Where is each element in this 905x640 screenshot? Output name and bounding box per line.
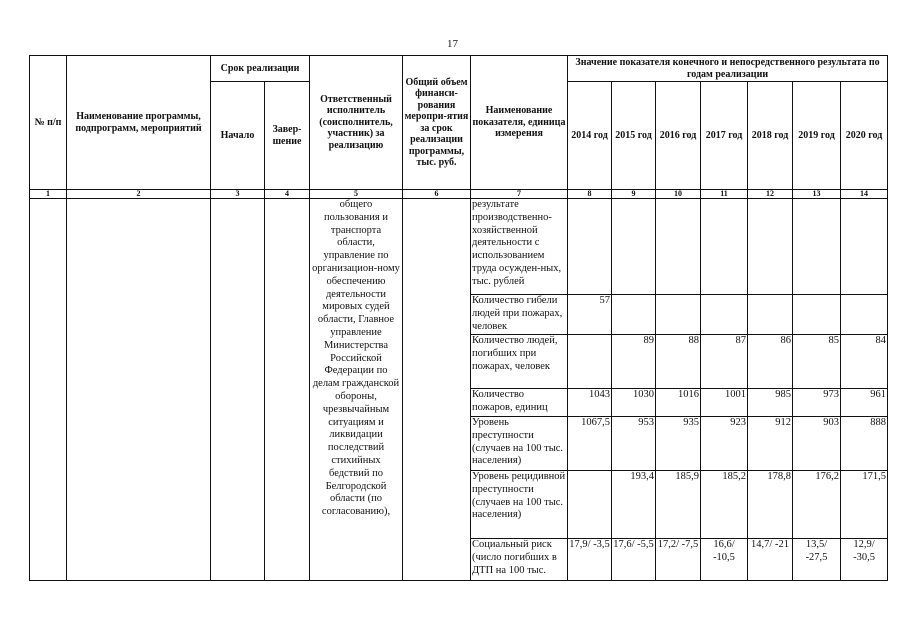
column-number: 10 bbox=[656, 190, 701, 199]
value-cell bbox=[841, 295, 888, 335]
value-cell: 85 bbox=[793, 335, 841, 389]
value-cell: 973 bbox=[793, 389, 841, 417]
value-cell: 89 bbox=[612, 335, 656, 389]
column-number: 11 bbox=[701, 190, 748, 199]
header-year: 2016 год bbox=[656, 82, 701, 190]
column-number: 14 bbox=[841, 190, 888, 199]
cell-start bbox=[211, 199, 265, 581]
indicator-cell: Количество пожаров, единиц bbox=[471, 389, 568, 417]
value-cell: 14,7/ -21 bbox=[748, 539, 793, 581]
header-year: 2015 год bbox=[612, 82, 656, 190]
value-cell: 1001 bbox=[701, 389, 748, 417]
header-year: 2020 год bbox=[841, 82, 888, 190]
indicator-cell: Социальный риск (число погибших в ДТП на 100 тыс. bbox=[471, 539, 568, 581]
value-cell bbox=[612, 199, 656, 295]
value-cell: 16,6/ -10,5 bbox=[701, 539, 748, 581]
indicator-cell: Количество людей, погибших при пожарах, человек bbox=[471, 335, 568, 389]
column-number: 3 bbox=[211, 190, 265, 199]
value-cell: 12,9/ -30,5 bbox=[841, 539, 888, 581]
header-start: Начало bbox=[211, 82, 265, 190]
value-cell: 193,4 bbox=[612, 471, 656, 539]
value-cell: 888 bbox=[841, 417, 888, 471]
value-cell bbox=[701, 199, 748, 295]
header-year: 2017 год bbox=[701, 82, 748, 190]
column-number: 1 bbox=[30, 190, 67, 199]
indicator-cell: результате производственно-хозяйственной деятельности с использованием труда осужден-ных, тыс. рублей bbox=[471, 199, 568, 295]
indicator-cell: Количество гибели людей при пожарах, человек bbox=[471, 295, 568, 335]
column-number: 9 bbox=[612, 190, 656, 199]
value-cell: 185,9 bbox=[656, 471, 701, 539]
value-cell: 17,9/ -3,5 bbox=[568, 539, 612, 581]
value-cell bbox=[748, 295, 793, 335]
cell-volume bbox=[403, 199, 471, 581]
header-indicator: Наименование показателя, единица измерения bbox=[471, 56, 568, 190]
value-cell bbox=[656, 295, 701, 335]
header-end: Завер-шение bbox=[265, 82, 310, 190]
value-cell bbox=[841, 199, 888, 295]
cell-num bbox=[30, 199, 67, 581]
value-cell: 57 bbox=[568, 295, 612, 335]
header-year: 2018 год bbox=[748, 82, 793, 190]
value-cell bbox=[656, 199, 701, 295]
value-cell bbox=[748, 199, 793, 295]
value-cell: 953 bbox=[612, 417, 656, 471]
value-cell: 171,5 bbox=[841, 471, 888, 539]
value-cell bbox=[793, 199, 841, 295]
value-cell: 176,2 bbox=[793, 471, 841, 539]
value-cell bbox=[701, 295, 748, 335]
indicator-cell: Уровень преступности (случаев на 100 тыс. населения) bbox=[471, 417, 568, 471]
value-cell: 935 bbox=[656, 417, 701, 471]
header-responsible: Ответственный исполнитель (соисполнитель, участник) за реализацию bbox=[310, 56, 403, 190]
cell-end bbox=[265, 199, 310, 581]
value-cell: 1067,5 bbox=[568, 417, 612, 471]
column-number: 2 bbox=[67, 190, 211, 199]
value-cell: 185,2 bbox=[701, 471, 748, 539]
value-cell: 17,2/ -7,5 bbox=[656, 539, 701, 581]
column-numbers-row bbox=[30, 190, 888, 199]
value-cell: 1016 bbox=[656, 389, 701, 417]
value-cell bbox=[612, 295, 656, 335]
value-cell: 985 bbox=[748, 389, 793, 417]
table-row bbox=[30, 199, 888, 295]
value-cell bbox=[568, 471, 612, 539]
indicator-cell: Уровень рецидивной преступности (случаев на 100 тыс. населения) bbox=[471, 471, 568, 539]
column-number: 5 bbox=[310, 190, 403, 199]
value-cell: 13,5/ -27,5 bbox=[793, 539, 841, 581]
value-cell bbox=[568, 199, 612, 295]
cell-name bbox=[67, 199, 211, 581]
value-cell bbox=[793, 295, 841, 335]
column-number: 12 bbox=[748, 190, 793, 199]
header-volume: Общий объем финанси-рования меропри-ятия за срок реализации программы, тыс. руб. bbox=[403, 56, 471, 190]
header-year: 2014 год bbox=[568, 82, 612, 190]
value-cell: 923 bbox=[701, 417, 748, 471]
header-period: Срок реализации bbox=[211, 56, 310, 82]
program-table bbox=[29, 55, 888, 581]
cell-responsible: общего пользования и транспорта области, управление по организацион-ному обеспечению деятельности мировых судей области, Главное управление Министерства Российской Федерации по делам гражданской обороны, чрезвычайным ситуациям и ликвидации последствий стихийных бедствий по Белгородской области (по согласованию), bbox=[310, 199, 403, 581]
value-cell: 961 bbox=[841, 389, 888, 417]
value-cell: 1043 bbox=[568, 389, 612, 417]
value-cell: 17,6/ -5,5 bbox=[612, 539, 656, 581]
column-number: 4 bbox=[265, 190, 310, 199]
column-number: 13 bbox=[793, 190, 841, 199]
page-number: 17 bbox=[447, 38, 458, 50]
column-number: 7 bbox=[471, 190, 568, 199]
header-values-title: Значение показателя конечного и непосредственного результата по годам реализации bbox=[568, 56, 888, 82]
header-name: Наименование программы, подпрограмм, мероприятий bbox=[67, 56, 211, 190]
value-cell: 178,8 bbox=[748, 471, 793, 539]
value-cell: 87 bbox=[701, 335, 748, 389]
header-num: № п/п bbox=[30, 56, 67, 190]
value-cell: 903 bbox=[793, 417, 841, 471]
value-cell: 84 bbox=[841, 335, 888, 389]
value-cell: 1030 bbox=[612, 389, 656, 417]
header-year: 2019 год bbox=[793, 82, 841, 190]
value-cell: 86 bbox=[748, 335, 793, 389]
column-number: 8 bbox=[568, 190, 612, 199]
value-cell: 912 bbox=[748, 417, 793, 471]
column-number: 6 bbox=[403, 190, 471, 199]
value-cell bbox=[568, 335, 612, 389]
value-cell: 88 bbox=[656, 335, 701, 389]
